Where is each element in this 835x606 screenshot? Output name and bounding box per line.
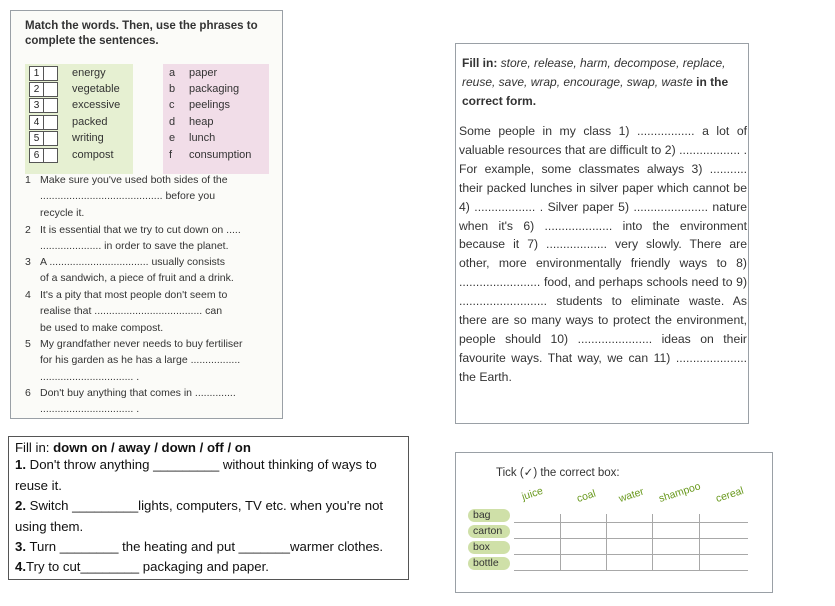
- word-row: [29, 97, 120, 113]
- preposition-exercise-panel: [8, 436, 409, 580]
- grid-line: [699, 514, 700, 570]
- passage-instruction: [462, 54, 746, 111]
- phrase-row: [169, 81, 239, 97]
- word-number: 4: [29, 115, 44, 130]
- phrase-row: [169, 114, 213, 130]
- instruction-label: Fill in:: [462, 56, 498, 70]
- words-column: [25, 64, 133, 174]
- grid-line: [514, 570, 748, 571]
- phrase-row: [169, 97, 230, 113]
- answer-box[interactable]: [44, 115, 58, 130]
- answer-box[interactable]: [44, 98, 58, 113]
- phrase: packaging: [189, 83, 240, 95]
- sentence-1: [25, 172, 277, 221]
- sentence-number: 5: [25, 338, 31, 350]
- sentence-line: realise that ..................................... can: [40, 305, 223, 318]
- exercise-line: [15, 539, 383, 554]
- line-text: Try to cut________ packaging and paper.: [26, 559, 269, 574]
- exercise-line: [15, 498, 383, 513]
- row-box: box: [468, 541, 510, 554]
- answer-box[interactable]: [44, 66, 58, 81]
- instruction-words: store, release, harm, decompose, replace, reuse, save, wrap, encourage, swap, waste: [462, 56, 726, 89]
- phrase-letter: c: [169, 99, 175, 111]
- line-text: Turn ________ the heating and put _______warmer clothes.: [29, 539, 384, 554]
- sentence-line: .......................................... before you: [40, 190, 216, 203]
- row-carton: carton: [468, 525, 510, 538]
- match-instruction: Match the words. Then, use the phrases to complete the sentences.: [25, 20, 258, 47]
- phrase-row: [169, 130, 215, 146]
- passage-text: Some people in my class 1) ................. a lot of valuable resources that are difficult to 2) .................. . For example, some classmates always 3) ........... their packed lunches in silver paper which cannot be 4) .................. . Silver paper 5) ...................... nature when it's 6) .................... into the environment because it 7) .................. very slowly. There are other, more environmentally friendly ways to 8) ........................ food, and perhaps schools need to 9) .......................... students to eliminate waste. As there are so many ways to protect the environment, people should 10) ...................... ideas on their favourite ways. That way, we can 11) ..................... the Earth.: [459, 124, 747, 384]
- phrase: lunch: [189, 132, 216, 144]
- passage-exercise-panel: [455, 43, 749, 424]
- word: writing: [72, 132, 104, 144]
- sentence-line: ................................ .: [40, 370, 140, 383]
- sentence-number: 2: [25, 224, 31, 236]
- sentence-line: It is essential that we try to cut down on .....: [40, 224, 241, 236]
- instruction-label: Fill in:: [15, 440, 50, 455]
- phrase-row: [169, 147, 251, 163]
- phrase-letter: f: [169, 149, 173, 161]
- word-row: [29, 130, 104, 146]
- grid-line: [560, 514, 561, 570]
- word-row: [29, 147, 114, 163]
- word: energy: [72, 67, 106, 79]
- line-number: 1.: [15, 457, 26, 472]
- phrase-row: [169, 65, 217, 81]
- grid-line: [514, 538, 748, 539]
- grid-line: [652, 514, 653, 570]
- line-text: Don't throw anything _________ without thinking of ways to: [29, 457, 377, 472]
- word: vegetable: [72, 83, 120, 95]
- column-juice: juice: [520, 484, 545, 503]
- sentence-5: [25, 336, 277, 385]
- sentence-2: [25, 222, 277, 255]
- phrase: paper: [189, 67, 218, 79]
- row-bottle: bottle: [468, 557, 510, 570]
- word-number: 1: [29, 66, 44, 81]
- sentence-line: Make sure you've used both sides of the: [40, 174, 228, 186]
- word-row: [29, 65, 106, 81]
- word-number: 3: [29, 98, 44, 113]
- phrase-letter: b: [169, 83, 176, 95]
- line-text: using them.: [15, 519, 84, 534]
- line-text: Switch _________lights, computers, TV etc. when you're not: [29, 498, 384, 513]
- answer-box[interactable]: [44, 148, 58, 163]
- word-number: 5: [29, 131, 44, 146]
- sentence-number: 4: [25, 289, 31, 301]
- column-shampoo: shampoo: [657, 480, 703, 505]
- tick-exercise-panel: [455, 452, 773, 593]
- column-water: water: [617, 485, 646, 505]
- preposition-instruction: [15, 440, 251, 455]
- phrase: heap: [189, 116, 214, 128]
- sentence-line: for his garden as he has a large .................: [40, 354, 241, 367]
- line-number: 4.: [15, 559, 26, 574]
- column-coal: coal: [575, 487, 598, 505]
- phrase-letter: d: [169, 116, 176, 128]
- sentence-line: be used to make compost.: [40, 321, 164, 334]
- sentence-line: recycle it.: [40, 206, 85, 219]
- match-exercise-panel: [10, 10, 283, 419]
- phrases-column: [163, 64, 269, 174]
- column-cereal: cereal: [714, 484, 746, 505]
- sentence-line: Don't buy anything that comes in ..............: [40, 387, 236, 399]
- preposition-options: down on / away / down / off / on: [53, 440, 251, 455]
- word-row: [29, 81, 120, 97]
- grid-line: [606, 514, 607, 570]
- sentence-number: 6: [25, 387, 31, 399]
- exercise-line: [15, 559, 269, 574]
- line-number: 2.: [15, 498, 26, 513]
- exercise-line: [15, 457, 377, 472]
- phrase-letter: e: [169, 132, 176, 144]
- exercise-line: [15, 478, 62, 493]
- sentence-line: My grandfather never needs to buy fertiliser: [40, 338, 243, 350]
- word: compost: [72, 149, 114, 161]
- grid-line: [514, 522, 748, 523]
- sentence-6: [25, 385, 277, 418]
- sentence-number: 3: [25, 256, 31, 268]
- phrase: consumption: [189, 149, 252, 161]
- word: excessive: [72, 99, 121, 111]
- instruction-suffix: in the correct form.: [462, 75, 729, 108]
- line-text: reuse it.: [15, 478, 62, 493]
- word-number: 2: [29, 82, 44, 97]
- phrase-letter: a: [169, 67, 176, 79]
- grid-line: [514, 554, 748, 555]
- sentence-line: A .................................. usually consists: [40, 256, 225, 268]
- phrase: peelings: [189, 99, 230, 111]
- tick-title: Tick (✓) the correct box:: [496, 467, 620, 479]
- sentence-line: ................................ .: [40, 403, 140, 416]
- sentence-line: It's a pity that most people don't seem to: [40, 289, 228, 301]
- sentence-line: of a sandwich, a piece of fruit and a drink.: [40, 272, 234, 285]
- row-bag: bag: [468, 509, 510, 522]
- word-row: [29, 114, 107, 130]
- sentence-3: [25, 254, 277, 287]
- sentence-line: ..................... in order to save the planet.: [40, 240, 229, 253]
- answer-box[interactable]: [44, 82, 58, 97]
- exercise-line: [15, 519, 83, 534]
- word: packed: [72, 116, 108, 128]
- word-number: 6: [29, 148, 44, 163]
- sentence-4: [25, 287, 277, 336]
- answer-box[interactable]: [44, 131, 58, 146]
- line-number: 3.: [15, 539, 26, 554]
- sentence-number: 1: [25, 174, 31, 186]
